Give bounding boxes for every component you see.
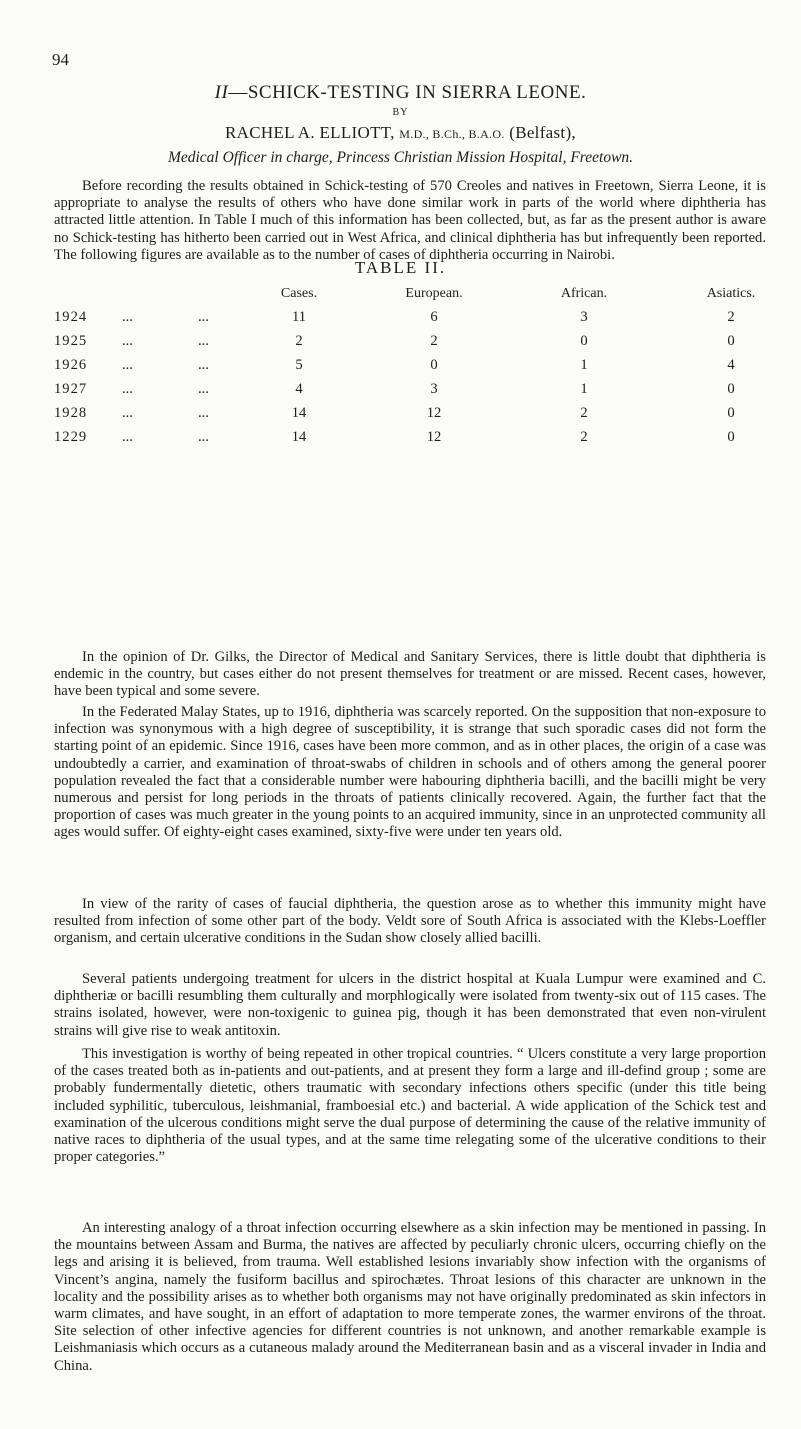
table-row <box>54 429 766 453</box>
paragraph-7: An interesting analogy of a throat infection occurring elsewhere as a skin infection may be mentioned in passing. In the mountains between Assam and Burma, the natives are affected by peculiarly chronic ulcers, occurring chiefly on the legs and arising it is believed, from trauma. Well established lesions invariably show infection with the organisms of Vincent’s angina, namely the fusiform bacillus and spirochætes. Throat lesions of this character are unknown in the locality and the possibility arises as to whether both organisms may not have originally predominated as skin infectors in warm climates, and have sought, in an effort of adaptation to more temperate zones, the warmer environs of the throat. Site selection of other infective agencies for different countries is not unknown, and another remarkable example is Leishmaniasis which occurs as a cutaneous malady around the Mediterranean basin and as a visceral invader in India and China. <box>54 1220 766 1374</box>
row-leader: ... <box>198 333 209 349</box>
row-asiatics: 0 <box>727 405 735 421</box>
row-leader: ... <box>122 333 133 349</box>
row-leader: ... <box>122 357 133 373</box>
row-european: 2 <box>430 333 438 349</box>
row-year: 1925 <box>54 333 88 349</box>
row-asiatics: 4 <box>727 357 735 373</box>
table-row <box>54 405 766 429</box>
row-african: 1 <box>580 381 588 397</box>
row-year: 1927 <box>54 381 88 397</box>
row-leader: ... <box>198 429 209 445</box>
header-asiatics: Asiatics. <box>706 286 756 301</box>
row-cases: 14 <box>291 429 307 445</box>
table-row <box>54 309 766 333</box>
author-place: (Belfast), <box>504 123 576 142</box>
row-leader: ... <box>198 357 209 373</box>
paragraph-1: Before recording the results obtained in Schick-testing of 570 Creoles and natives in Freetown, Sierra Leone, it is appropriate to analyse the results of others who have done similar work in parts of the world where diphtheria has attracted little attention. In Table I much of this information has been collected, but, as far as the present author is aware no Schick-testing has hitherto been carried out in West Africa, and clinical diphtheria has but infrequently been reported. The following figures are available as to the number of cases of diphtheria occurring in Nairobi. <box>54 178 766 263</box>
paragraph-5: Several patients undergoing treatment for ulcers in the district hospital at Kuala Lumpur were examined and C. diphtheriæ or bacilli resumbling them culturally and morphlogically were isolated from twenty-six out of 115 cases. The strains isolated, however, were non-toxigenic to guinea pig, though it has been demonstrated that even non-virulent strains will give rise to weak antitoxin. <box>54 971 766 1039</box>
header-african: African. <box>560 286 608 301</box>
table-row <box>54 357 766 381</box>
row-asiatics: 0 <box>727 333 735 349</box>
row-leader: ... <box>198 405 209 421</box>
row-year: 1928 <box>54 405 88 421</box>
byline: BY <box>392 107 409 118</box>
paragraph-6: This investigation is worthy of being repeated in other tropical countries. “ Ulcers constitute a very large proportion of the cases treated both as in-patients and out-patients, and at present they form a large and ill-defind group ; some are probably fundermentally dietetic, others traumatic with secondary infections others specific (under this title being included syphilitic, tuberculous, leishmanial, framboesial etc.) and bacterial. A wide application of the Schick test and examination of the ulcerous conditions might serve the dual purpose of determining the cause of the relative immunity of native races to diphtheria of the usual types, and at the same time relegating some of the ulcerative conditions to their proper categories.” <box>54 1046 766 1166</box>
row-year: 1229 <box>54 429 88 445</box>
row-european: 3 <box>430 381 438 397</box>
row-european: 6 <box>430 309 438 325</box>
row-european: 0 <box>430 357 438 373</box>
article-number: II <box>214 82 229 103</box>
row-african: 3 <box>580 309 588 325</box>
row-asiatics: 2 <box>727 309 735 325</box>
row-leader: ... <box>198 381 209 397</box>
author-degrees: M.D., B.Ch., B.A.O. <box>399 127 505 141</box>
table-row <box>54 333 766 357</box>
row-year: 1924 <box>54 309 88 325</box>
article-title-text: —SCHICK-TESTING IN SIERRA LEONE. <box>228 82 587 103</box>
cases-table <box>54 286 766 453</box>
author <box>0 123 801 143</box>
table-header <box>54 286 766 309</box>
row-cases: 4 <box>295 381 303 397</box>
row-leader: ... <box>122 381 133 397</box>
table-title: TABLE II. <box>354 258 447 277</box>
row-european: 12 <box>426 405 442 421</box>
paragraph-3: In the Federated Malay States, up to 1916, diphtheria was scarcely reported. On the supposition that non-exposure to infection was synonymous with a high degree of susceptibility, it is strange that such sporadic cases did not form the starting point of an epidemic. Since 1916, cases have been more common, and as in other places, the origin of a case was undoubtedly a carrier, and examination of throat-swabs of children in schools and of others among the general poorer population revealed the fact that a considerable number were habouring diphtheria bacilli, and the bacilli might be very numerous and persist for long periods in the throats of patients clinically recovered. Again, the further fact that the proportion of cases was much greater in the young points to an acquired immunity, since in an unprotected community all ages would suffer. Of eighty-eight cases examined, sixty-five were under ten years old. <box>54 704 766 841</box>
header-cases: Cases. <box>280 286 318 301</box>
row-african: 1 <box>580 357 588 373</box>
row-african: 0 <box>580 333 588 349</box>
page-number: 94 <box>52 50 69 69</box>
article-title <box>0 82 801 104</box>
row-african: 2 <box>580 429 588 445</box>
row-cases: 11 <box>291 309 307 325</box>
row-cases: 5 <box>295 357 303 373</box>
row-asiatics: 0 <box>727 381 735 397</box>
row-african: 2 <box>580 405 588 421</box>
row-leader: ... <box>122 429 133 445</box>
row-cases: 2 <box>295 333 303 349</box>
paragraph-4: In view of the rarity of cases of faucial diphtheria, the question arose as to whether this immunity might have resulted from infection of some other part of the body. Veldt sore of South Africa is associated with the Klebs-Loeffler organism, and certain ulcerative conditions in the Sudan show closely allied bacilli. <box>54 896 766 947</box>
row-year: 1926 <box>54 357 88 373</box>
paragraph-2: In the opinion of Dr. Gilks, the Director of Medical and Sanitary Services, there is little doubt that diphtheria is endemic in the country, but cases either do not present themselves for treatment or are missed. Recent cases, however, have been typical and some severe. <box>54 649 766 700</box>
author-affiliation: Medical Officer in charge, Princess Christian Mission Hospital, Freetown. <box>167 149 634 166</box>
row-european: 12 <box>426 429 442 445</box>
header-european: European. <box>405 286 463 301</box>
row-cases: 14 <box>291 405 307 421</box>
row-leader: ... <box>198 309 209 325</box>
row-leader: ... <box>122 405 133 421</box>
author-name: RACHEL A. ELLIOTT, <box>225 123 400 142</box>
table-row <box>54 381 766 405</box>
row-asiatics: 0 <box>727 429 735 445</box>
row-leader: ... <box>122 309 133 325</box>
